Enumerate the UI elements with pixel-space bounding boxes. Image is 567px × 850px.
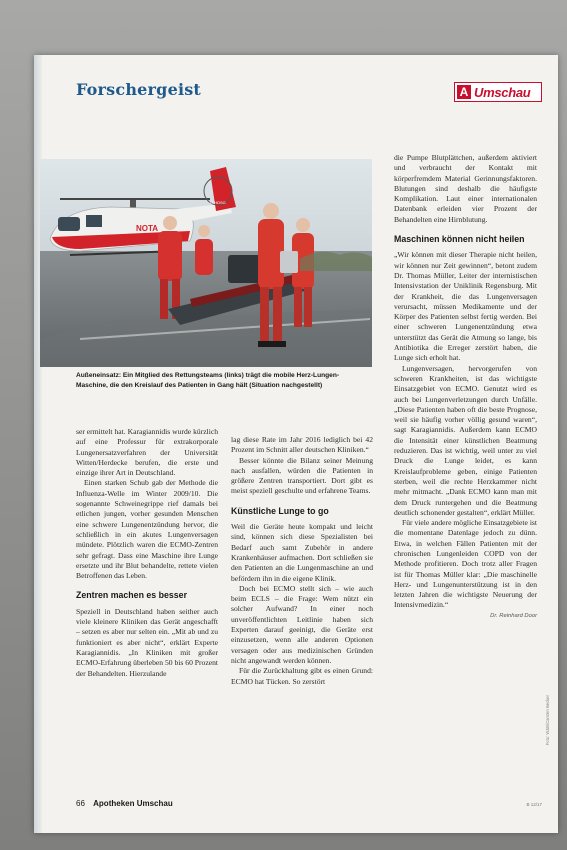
paragraph: lag diese Rate im Jahr 2016 lediglich bei 42 Prozent im Schnitt aller deutschen Kliniken.“ xyxy=(231,435,373,455)
text-column-3 xyxy=(394,153,537,621)
paragraph: Weil die Geräte heute kompakt und leicht sind, können sich diese Spezialisten bei Bedarf auch samt Zubehör in andere Krankenhäuser aufmachen. Dort schließen sie den Patienten an die Lungenmaschine an und befördern ihn in die eigene Klinik. xyxy=(231,522,373,583)
page-footer xyxy=(76,799,173,808)
paragraph: „Wir können mit dieser Therapie nicht heilen, wir können nur Zeit gewinnen“, betont zudem Dr. Thomas Müller, Leiter der internistischen Intensivstation der Uniklinik Regensburg. Mit der Krankheit, die das Lungenversagen verursacht, müssen Medikamente und der Körper des Patienten selbst fertig werden. Bei einer schweren Lungenentzündung etwa unterstützt das Gerät die Atmung so lange, bis Antibiotika die Erreger zerstört haben, die Lunge sich erholt hat. xyxy=(394,250,537,363)
section-title: Forschergeist xyxy=(76,80,202,99)
subheading: Maschinen können nicht heilen xyxy=(394,234,525,245)
subheading: Künstliche Lunge to go xyxy=(231,505,329,516)
photo-caption: Außeneinsatz: Ein Mitglied des Rettungsteams (links) trägt die mobile Herz-Lungen-Maschine, die den Kreislauf des Patienten in Gang hält (Situation nachgestellt) xyxy=(76,372,340,389)
text-column-1 xyxy=(76,427,218,679)
magazine-page xyxy=(34,55,558,833)
paragraph: Doch bei ECMO stellt sich – wie auch beim ECLS – die Frage: Wem nützt ein solcher Aufwand? In einer noch unveröffentlichten Leitlinie haben sich Experten darauf geeinigt, die Geräte erst einzusetzen, wenn alle anderen Optionen versagen oder aus medizinischen Gründen nicht angewandt werden können. xyxy=(231,583,373,665)
rescue-team-photo xyxy=(40,159,372,367)
page-number: 66 xyxy=(76,799,85,808)
paragraph: Für die Zurückhaltung gibt es einen Grund: ECMO hat Tücken. So zerstört xyxy=(231,666,373,686)
subheading: Zentren machen es besser xyxy=(76,590,187,601)
paragraph: Besser könnte die Bilanz seiner Meinung nach ausfallen, würden die Patienten in größere Zentren transportiert. Dort gibt es meist speziell geschulte und erfahrene Teams. xyxy=(231,455,373,496)
pharmacy-a-icon: A xyxy=(457,85,471,99)
background-trees xyxy=(300,252,372,271)
paragraph: Für viele andere mögliche Einsatzgebiete ist die momentane Datenlage jedoch zu dünn. Etwa, in welchen Fällen Patienten mit der chronischen Lungenleiden COPD von der Methode profitieren. Doch trotz aller Fragen ist für Thomas Müller klar: „Die maschinelle Herz- und Lungenunterstützung ist in den letzten Jahren die wichtigste Neuerung der Intensivmedizin.“ xyxy=(394,518,537,610)
author-signature: Dr. Reinhard Door xyxy=(490,612,537,619)
logo-text: Umschau xyxy=(474,84,531,100)
paragraph: Speziell in Deutschland haben seither auch viele kleinere Kliniken das Gerät angeschafft – setzen es aber nur selten ein. „Mit ab und zu funktioniert es aber nicht“, erklärt Experte Karagiannidis. „In Kliniken mit großer ECMO-Erfahrung überleben 50 bis 60 Prozent der Behandelten. Hierzulande xyxy=(76,606,218,678)
issue-code: B 12/17 xyxy=(526,802,542,807)
tail-label: D-HDSG xyxy=(210,200,226,205)
paragraph: Einen starken Schub gab der Methode die Influenza-Welle im Winter 2009/10. Die sogenannte Schweinegrippe rief damals bei etlichen jungen, vorher gesunden Menschen eine schwere Lungenentzündung hervor, die schließlich in ein akutes Lungenversagen mündete. Plötzlich waren die ECMO-Zentren sehr gefragt. Dass eine Maschine ihre Lunge ersetzte und ihr Blut behandelte, rettete vielen Betroffenen das Leben. xyxy=(76,478,218,581)
paragraph: die Pumpe Blutplättchen, außerdem aktiviert und verbraucht der Kontakt mit körperfremdem Material Gerinnungsfaktoren. Blutungen sind deshalb die häufigste Komplikation. Laut einer internationalen Datenbank erleiden vier Prozent der Behandelten eine Hirnblutung. xyxy=(394,153,537,224)
text-column-2 xyxy=(231,435,373,687)
publication-name: Apotheken Umschau xyxy=(93,799,173,808)
photo-credit: Foto: W&B/Carsten Becker xyxy=(545,695,550,746)
publication-logo xyxy=(454,82,542,102)
paragraph: Lungenversagen, hervorgerufen von schweren Krankheiten, ist das wichtigste Einsatzgebiet von ECMO. Genutzt wird es auch bei Lungenverletzungen durch Unfälle. „Diese Patienten haben oft die beste Prognose, weil sie häufig vorher völlig gesund waren“, sagt Karagiannidis. Außerdem kann ECMO die Intensität einer künstlichen Beatmung reduzieren. Das ist wichtig, weil unter zu viel Druck die Lunge leidet, es kann Kreislaufprobleme geben, einige Patienten sterben, weil die rechte Herzkammer nicht mehr mitmacht. „Dank ECMO kann man mit dem Druck runtergehen und die Beatmung deutlich schonender gestalten“, erklärt Müller. xyxy=(394,363,537,517)
paragraph: ser ermittelt hat. Karagiannidis wurde kürzlich auf eine Professur für extrakorporale Lungenersatzverfahren der Universität Witten/Herdecke berufen, die erste und einzige ihrer Art in Deutschland. xyxy=(76,427,218,478)
photo-illustration xyxy=(40,159,372,367)
helicopter-label: NOTA xyxy=(136,224,159,233)
